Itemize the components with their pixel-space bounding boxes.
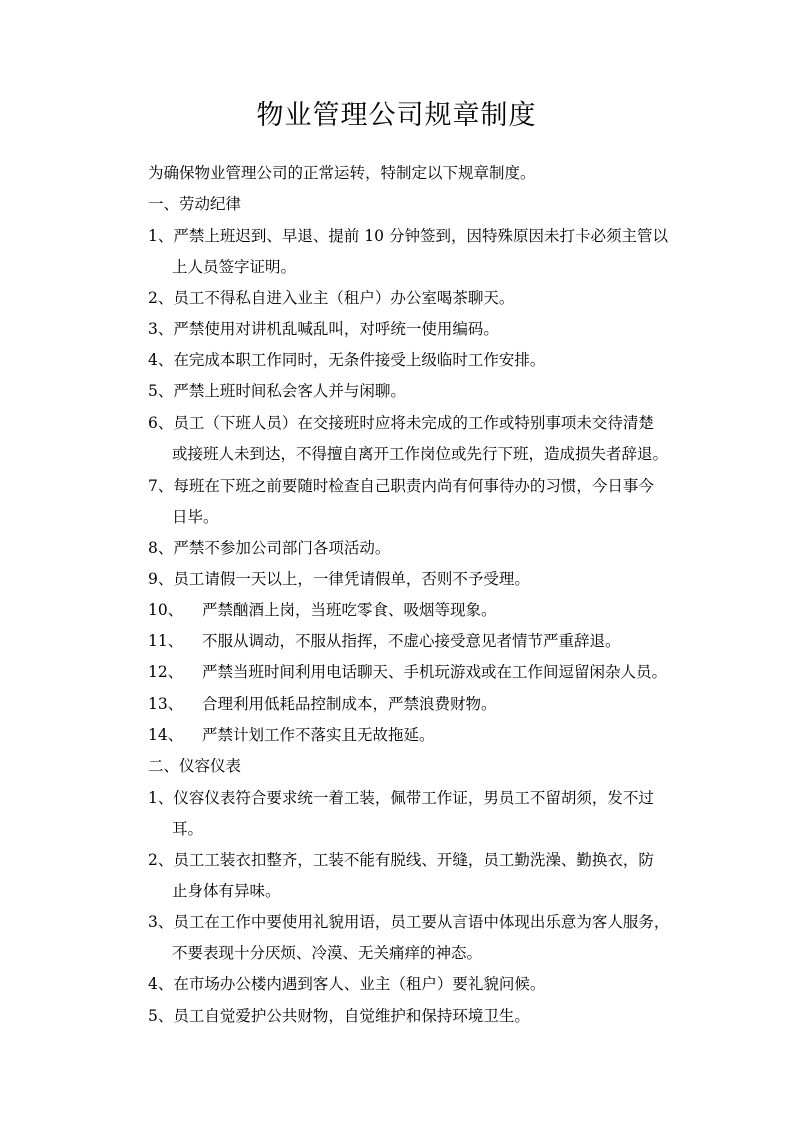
rule-12 [148,662,667,682]
rule-2: 2、员工不得私自进入业主（租户）办公室喝茶聊天。 [148,289,515,307]
rule-11 [148,631,621,651]
appearance-rule-3-line-1: 3、员工在工作中要使用礼貌用语，员工要从言语中体现出乐意为客人服务， [148,913,670,931]
rule-4: 4、在完成本职工作同时，无条件接受上级临时工作安排。 [148,351,546,369]
appearance-rule-1-line-2: 耳。 [172,820,204,838]
rule-number: 12、 [148,663,184,681]
rule-1-line-2: 上人员签字证明。 [172,258,297,276]
rule-5: 5、严禁上班时间私会客人并与闲聊。 [148,382,406,400]
rule-6-line-2: 或接班人未到达，不得擅自离开工作岗位或先行下班，造成损失者辞退。 [172,445,669,463]
rule-text: 严禁酗酒上岗，当班吃零食、吸烟等现象。 [202,601,497,619]
appearance-rule-2-line-2: 止身体有异味。 [172,882,281,900]
rule-6-line-1: 6、员工（下班人员）在交接班时应将未完成的工作或特别事项未交待清楚 [148,414,654,432]
document-title: 物业管理公司规章制度 [256,100,537,131]
rule-number: 11、 [148,632,184,650]
rule-number: 14、 [148,726,184,744]
appearance-rule-1-line-1: 1、仪容仪表符合要求统一着工装，佩带工作证，男员工不留胡须，发不过 [148,789,654,807]
rule-10 [148,600,497,620]
appearance-rule-4: 4、在市场办公楼内遇到客人、业主（租户）要礼貌问候。 [148,975,546,993]
rule-14 [148,725,435,745]
rule-3: 3、严禁使用对讲机乱喊乱叫，对呼统一使用编码。 [148,320,499,338]
rule-text: 严禁计划工作不落实且无故拖延。 [202,726,435,744]
appearance-rule-3-line-2: 不要表现十分厌烦、冷漠、无关痛痒的神态。 [172,944,483,962]
rule-number: 10、 [148,601,184,619]
appearance-rule-5: 5、员工自觉爱护公共财物，自觉维护和保持环境卫生。 [148,1007,530,1025]
rule-7-line-2: 日毕。 [172,508,219,526]
rule-13 [148,694,497,714]
rule-8: 8、严禁不参加公司部门各项活动。 [148,539,391,557]
rule-number: 13、 [148,695,184,713]
intro-paragraph: 为确保物业管理公司的正常运转，特制定以下规章制度。 [148,164,536,182]
rule-1-line-1: 1、严禁上班迟到、早退、提前 10 分钟签到，因特殊原因未打卡必须主管以 [148,227,668,245]
rule-text: 严禁当班时间利用电话聊天、手机玩游戏或在工作间逗留闲杂人员。 [202,663,668,681]
section-heading-labor-discipline: 一、劳动纪律 [148,195,242,213]
rule-text: 合理利用低耗品控制成本，严禁浪费财物。 [202,695,497,713]
rule-9: 9、员工请假一天以上，一律凭请假单，否则不予受理。 [148,570,530,588]
rule-text: 不服从调动，不服从指挥，不虚心接受意见者情节严重辞退。 [202,632,621,650]
appearance-rule-2-line-1: 2、员工工装衣扣整齐，工装不能有脱线、开缝，员工勤洗澡、勤换衣，防 [148,851,654,869]
section-heading-appearance: 二、仪容仪表 [148,757,242,775]
rule-7-line-1: 7、每班在下班之前要随时检查自己职责内尚有何事待办的习惯，今日事今 [148,477,654,495]
